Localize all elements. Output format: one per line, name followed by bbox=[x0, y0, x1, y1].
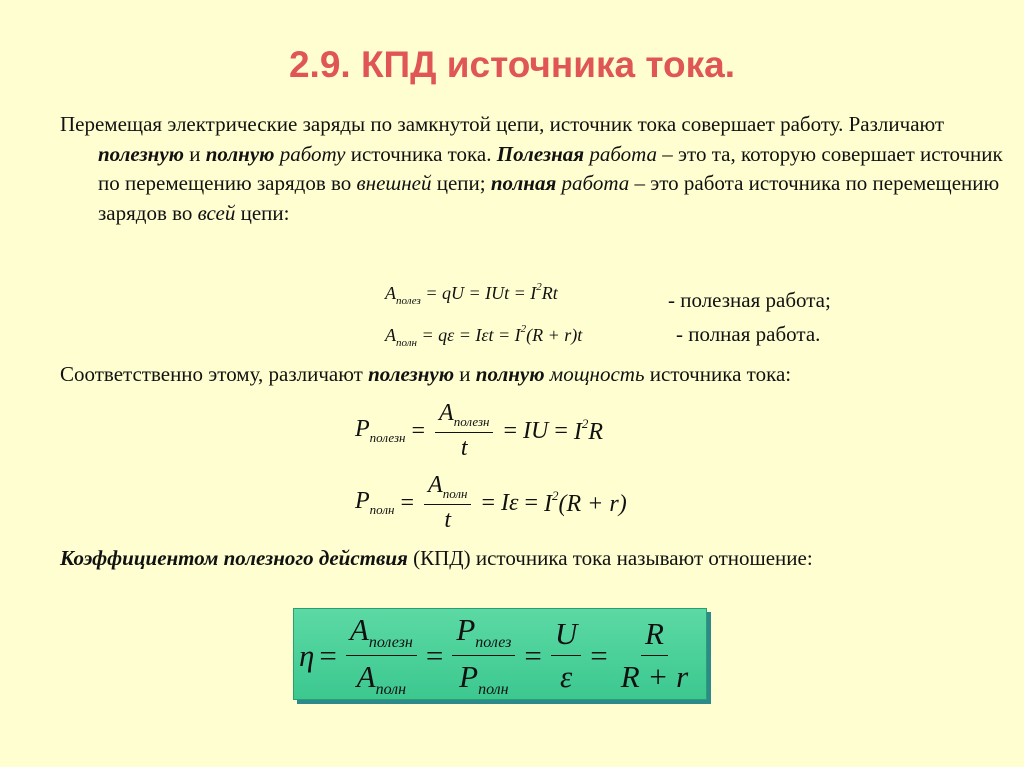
full-power-formula: $P_{полн}$ = $\frac{A_{полн}}{t}$ = Iε = $I^2(R + r)$ bbox=[355, 472, 627, 533]
paragraph-efficiency: Коэффициентом полезного действия (КПД) источника тока называют отношение: bbox=[60, 546, 813, 570]
efficiency-formula: η = $\frac{A_{полезн}}{A_{полн}}$ = $\frac{P_{полез}}{P_{полн}}$ = $\frac{U}{\varepsilon}$ = $\frac{R}{R + r}$ bbox=[299, 612, 696, 699]
full-power-fraction: $\frac{A_{полн}}{t}$ bbox=[424, 472, 471, 534]
term-full-work: полная bbox=[490, 171, 557, 195]
term-efficiency: Коэффициентом полезного действия bbox=[60, 546, 408, 570]
paragraph-work-definition: Перемещая электрические заряды по замкнутой цепи, источник тока совершает работу. Различают полезную и полную работу источника тока. Полезная работа – это та, которую совершает источник по перемещению зарядов во внешней цепи; полная работа – это работа источника по перемещению зарядов во всей цепи: bbox=[60, 112, 1003, 225]
term-useful-work: Полезная bbox=[496, 141, 585, 166]
useful-power-formula: $P_{полезн}$ = $\frac{A_{полезн}}{t}$ = IU = $I^2R$ bbox=[355, 400, 604, 461]
paragraph-power: Соответственно этому, различают полезную и полную мощность источника тока: bbox=[60, 362, 792, 386]
term-full: полную bbox=[205, 141, 275, 166]
full-work-note: - полная работа. bbox=[676, 322, 821, 346]
useful-work-note: - полезная работа; bbox=[668, 288, 831, 312]
useful-power-fraction: $\frac{A_{полезн}}{t}$ bbox=[435, 400, 493, 462]
slide-title: 2.9. КПД источника тока. bbox=[288, 44, 735, 85]
full-work-formula: $A_{полн} = q\varepsilon = I\varepsilon t = I^2(R + r)t$ bbox=[385, 323, 583, 349]
useful-work-formula: $A_{полез}$ = qU = IUt = $I^2Rt$ bbox=[385, 281, 558, 307]
efficiency-fraction-work: $\frac{A_{полезн}}{A_{полн}}$ bbox=[346, 612, 417, 699]
efficiency-fraction-resistance: $\frac{R}{R + r}$ bbox=[620, 616, 689, 694]
efficiency-fraction-power: $\frac{P_{полез}}{P_{полн}}$ bbox=[452, 612, 515, 699]
efficiency-fraction-voltage: $\frac{U}{\varepsilon}$ bbox=[551, 616, 581, 695]
term-useful: полезную bbox=[98, 141, 184, 166]
